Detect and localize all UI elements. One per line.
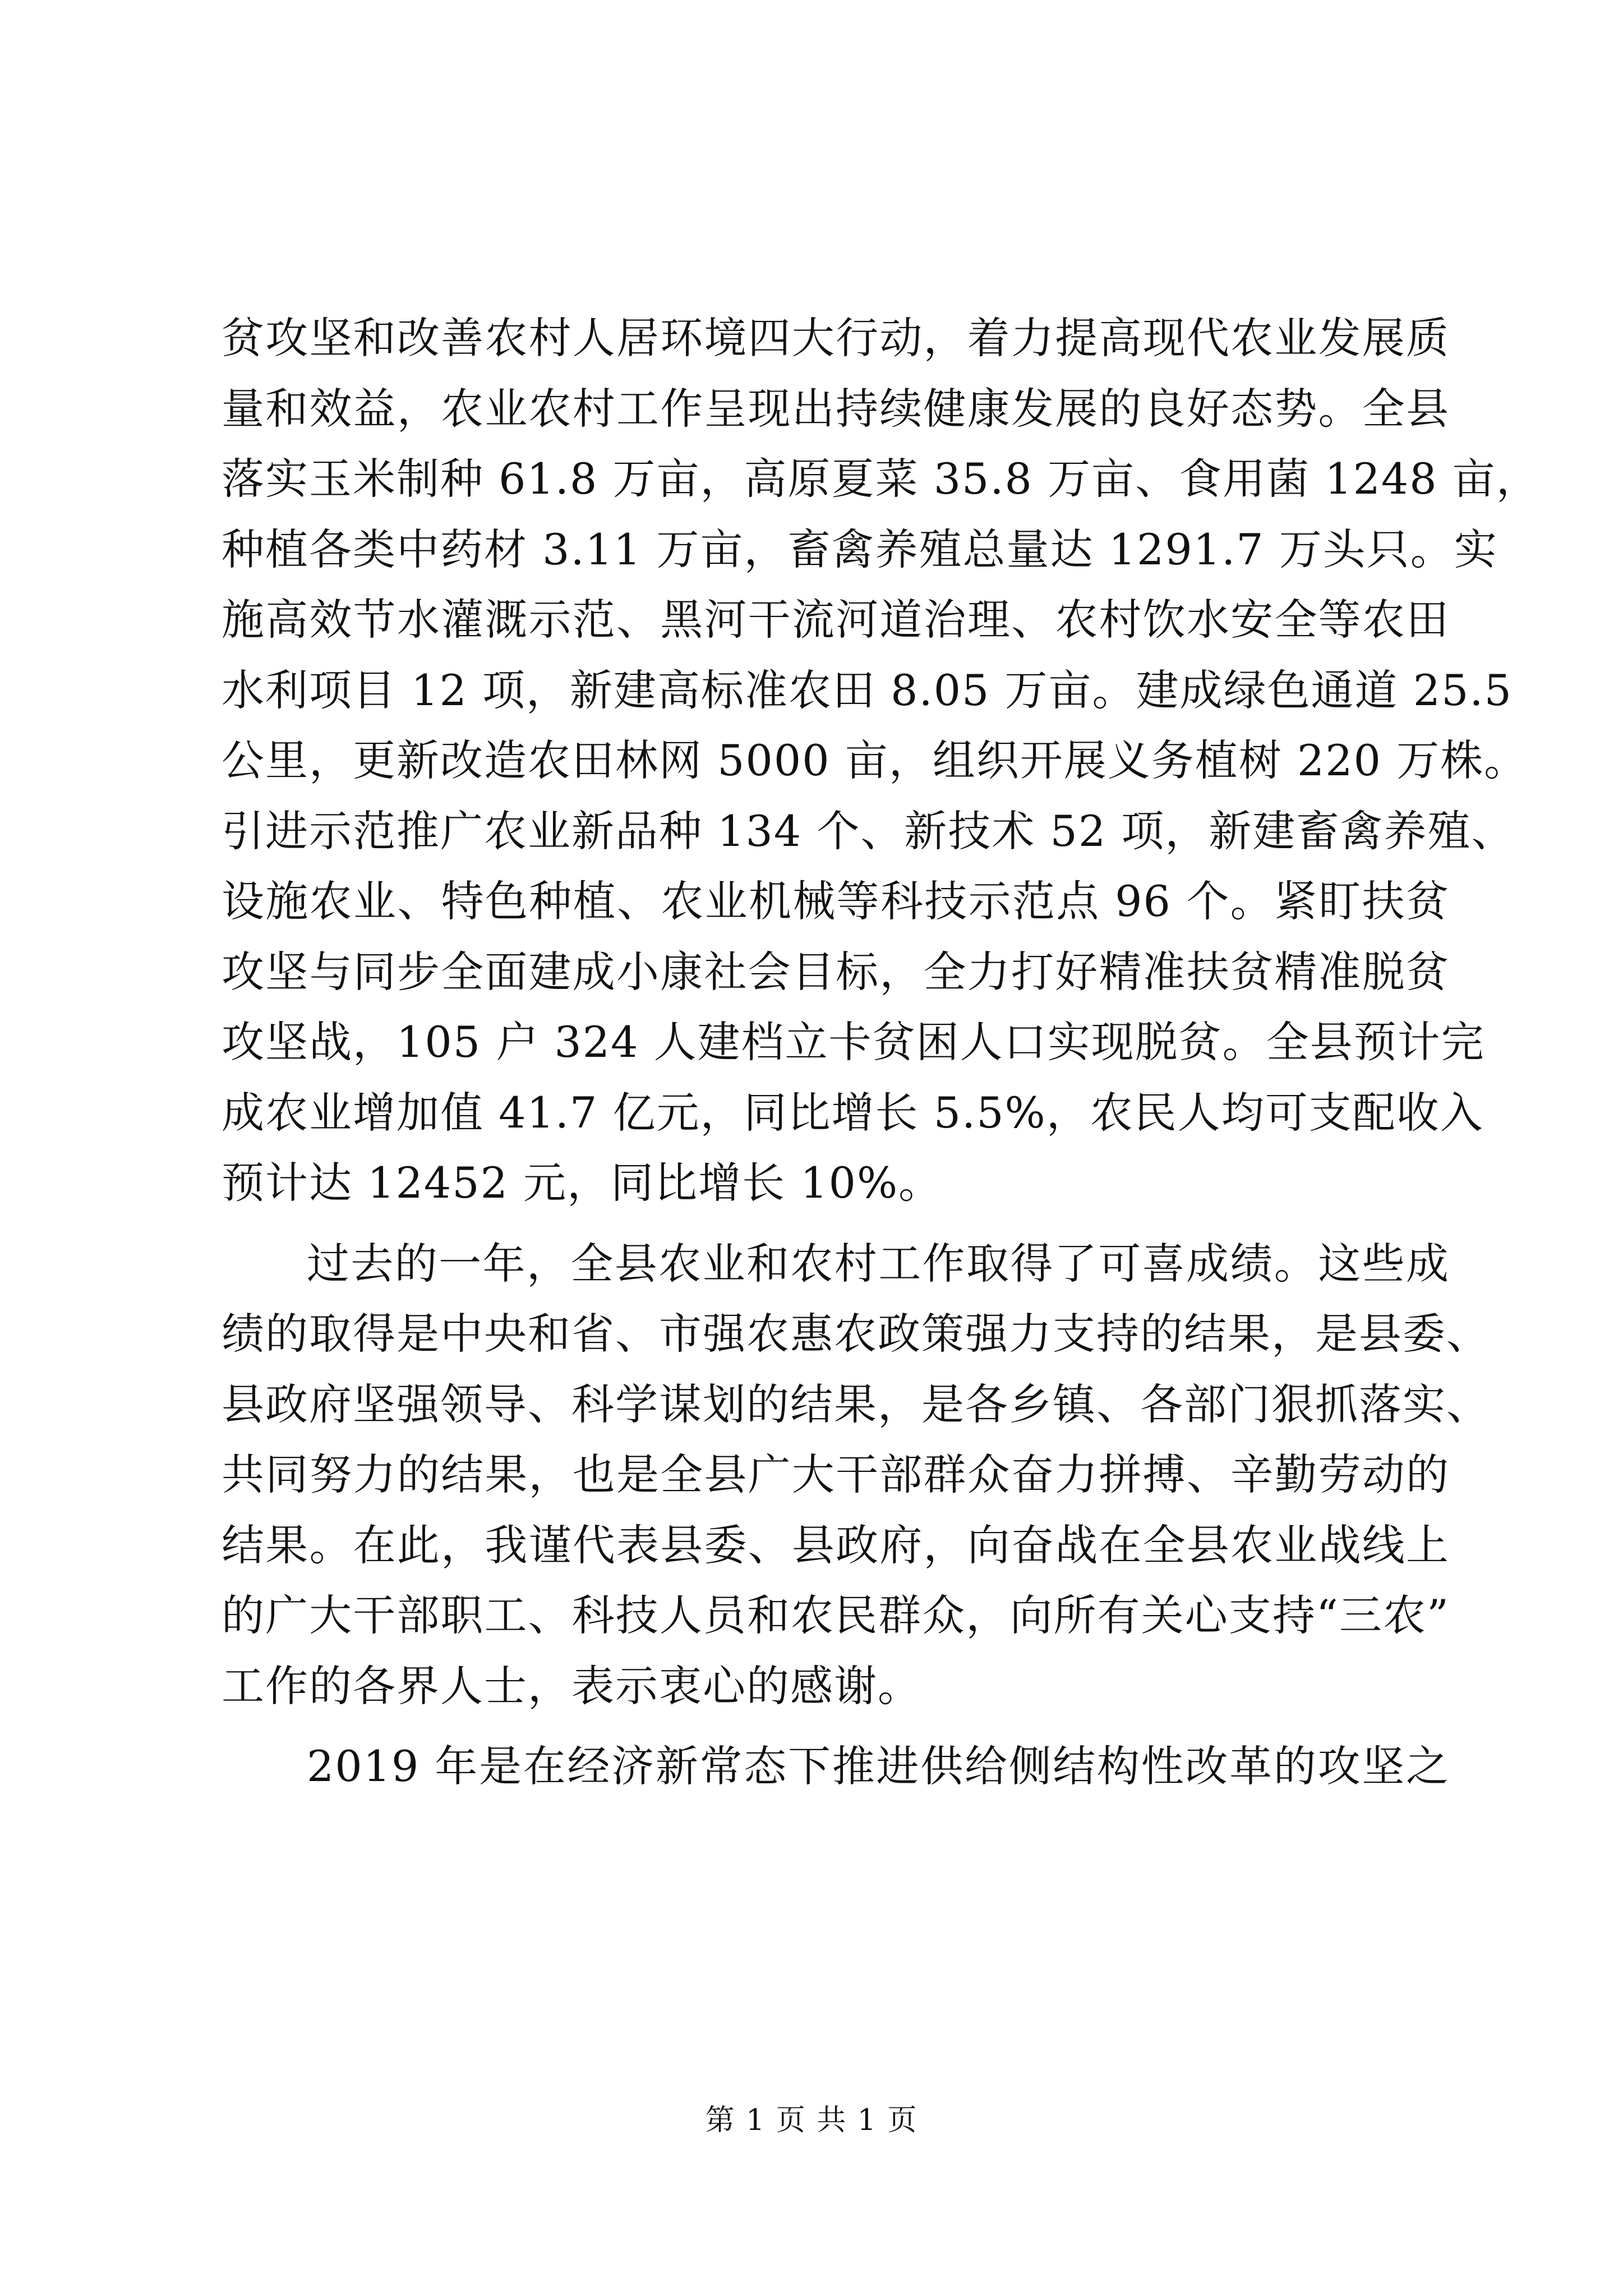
paragraph-spacing: [222, 1218, 1450, 1228]
text-line: 设施农业、特色种植、农业机械等科技示范点 96 个。紧盯扶贫: [222, 876, 1450, 926]
paragraph-3: [222, 1731, 1450, 1802]
page-number-label: 第 1 页 共 1 页: [705, 2104, 918, 2137]
paragraph-spacing: [222, 1721, 1450, 1731]
text-line: 攻坚与同步全面建成小康社会目标，全力打好精准扶贫精准脱贫: [222, 946, 1450, 997]
text-line: 工作的各界人士，表示衷心的感谢。: [222, 1660, 921, 1711]
text-line: 成农业增加值 41.7 亿元，同比增长 5.5%，农民人均可支配收入: [222, 1087, 1484, 1138]
text-line: 公里，更新改造农田林网 5000 亩，组织开展义务植树 220 万株。: [222, 735, 1528, 785]
page-footer: [0, 2102, 1623, 2138]
text-line: 绩的取得是中央和省、市强农惠农政策强力支持的结果，是县委、: [222, 1309, 1490, 1359]
paragraph-2: [222, 1228, 1490, 1722]
text-line: 落实玉米制种 61.8 万亩，高原夏菜 35.8 万亩、食用菌 1248 亩，: [222, 454, 1540, 504]
text-line: 施高效节水灌溉示范、黑河干流河道治理、农村饮水安全等农田: [222, 595, 1450, 645]
text-line: 引进示范推广农业新品种 134 个、新技术 52 项，新建畜禽养殖、: [222, 806, 1515, 856]
document-body: [222, 303, 1540, 1802]
text-line: 共同努力的结果，也是全县广大干部群众奋力拼搏、辛勤劳动的: [222, 1450, 1450, 1499]
text-line: 结果。在此，我谨代表县委、县政府，向奋战在全县农业战线上: [222, 1520, 1450, 1570]
paragraph-1: [222, 303, 1540, 1218]
text-line: 种植各类中药材 3.11 万亩，畜禽养殖总量达 1291.7 万头只。实: [222, 524, 1498, 574]
text-line: 攻坚战，105 户 324 人建档立卡贫困人口实现脱贫。全县预计完: [222, 1017, 1485, 1067]
text-line: 水利项目 12 项，新建高标准农田 8.05 万亩。建成绿色通道 25.5: [222, 665, 1513, 715]
text-line: 贫攻坚和改善农村人居环境四大行动，着力提高现代农业发展质: [222, 313, 1450, 363]
text-line: 过去的一年，全县农业和农村工作取得了可喜成绩。这些成: [307, 1238, 1450, 1289]
text-line: 县政府坚强领导、科学谋划的结果，是各乡镇、各部门狠抓落实、: [222, 1379, 1490, 1429]
text-line: 量和效益，农业农村工作呈现出持续健康发展的良好态势。全县: [222, 383, 1450, 434]
text-line: 2019 年是在经济新常态下推进供给侧结构性改革的攻坚之: [307, 1741, 1450, 1791]
text-line: 预计达 12452 元，同比增长 10%。: [222, 1158, 943, 1208]
text-line: 的广大干部职工、科技人员和农民群众，向所有关心支持“三农”: [222, 1590, 1450, 1640]
